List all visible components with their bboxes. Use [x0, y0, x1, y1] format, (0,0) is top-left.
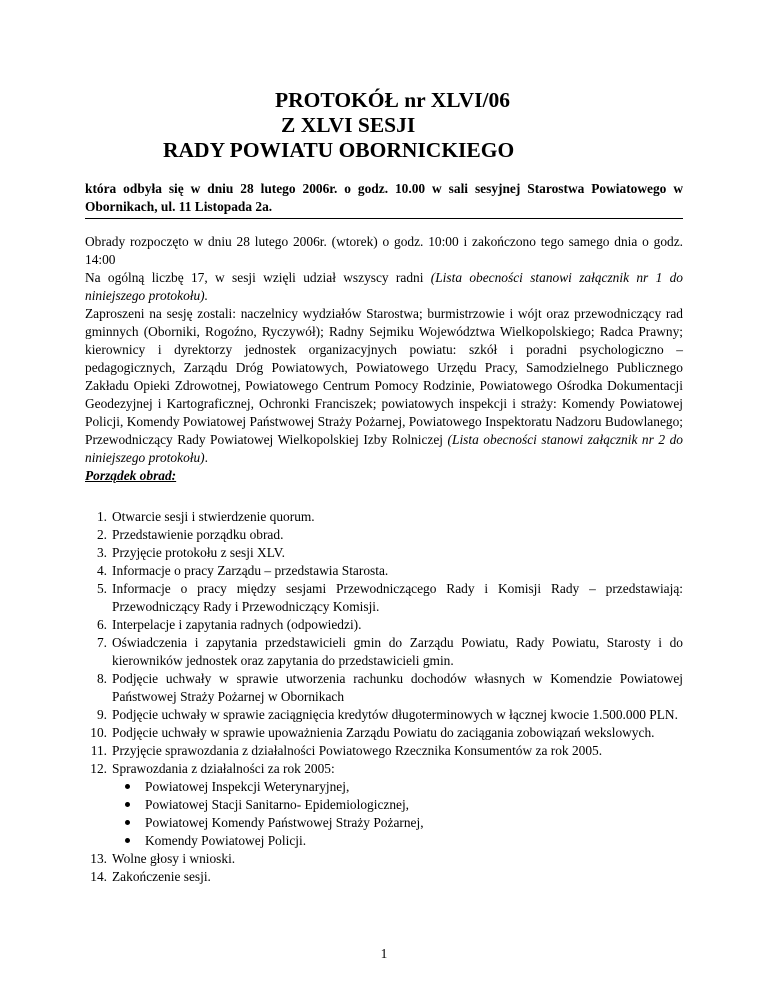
agenda-item	[85, 616, 683, 634]
bullet-dot-icon	[125, 820, 130, 825]
intro-paragraph-1: Obrady rozpoczęto w dniu 28 lutego 2006r. (wtorek) o godz. 10:00 i zakończono tego samego dnia o godz. 14:00	[85, 234, 683, 267]
agenda-item-text: Wolne głosy i wnioski.	[112, 851, 236, 866]
bullet-item	[112, 778, 683, 796]
document-title	[0, 88, 768, 163]
agenda-item-text: Sprawozdania z działalności za rok 2005:	[112, 761, 335, 776]
agenda-item-text: Podjęcie uchwały w sprawie utworzenia rachunku dochodów własnych w Komendzie Powiatowej Państwowej Straży Pożarnej w Obornikach	[112, 671, 683, 704]
reports-bullet-list	[112, 778, 683, 850]
agenda-item	[85, 508, 683, 526]
bullet-text: Komendy Powiatowej Policji.	[145, 833, 307, 848]
agenda-item-number: 1.	[96, 509, 107, 524]
agenda-item	[85, 760, 683, 850]
bullet-text: Powiatowej Stacji Sanitarno- Epidemiologicznej,	[145, 797, 410, 812]
page-number: 1	[380, 946, 388, 961]
agenda-item-number: 4.	[96, 563, 107, 578]
invited-text: Zaproszeni na sesję zostali: naczelnicy wydziałów Starostwa; burmistrzowie i wójt oraz przewodniczący rad gminnych (Oborniki, Rogoźno, Ryczywół); Radny Sejmiku Województwa Wielkopolskiego; Radca Prawny; kierownicy i dyrektorzy jednostek organizacyjnych powiatu: szkół i poradni psychologiczno – pedagogicznych, Zarządu Dróg Powiatowych, Powiatowego Urzędu Pracy, Samodzielnego Publicznego Zakładu Opieki Zdrowotnej, Powiatowego Centrum Pomocy Rodzinie, Powiatowego Ośrodka Dokumentacji Geodezyjnej i Kartograficznej, Ochronki Franciszek; powiatowych inspekcji i straży: Komendy Powiatowej Policji, Komendy Powiatowej Państwowej Straży Pożarnej, Powiatowego Inspektoratu Nadzoru Budowlanego; Przewodniczący Rady Powiatowej Wielkopolskiej Izby Rolniczej	[85, 306, 683, 447]
invited-note: (Lista obecności stanowi załącznik nr 2 do niniejszego protokołu)	[85, 432, 683, 465]
agenda-item	[85, 634, 683, 670]
agenda-item-text: Podjęcie uchwały w sprawie zaciągnięcia kredytów długoterminowych w łącznej kwocie 1.500.000 PLN.	[112, 707, 678, 722]
agenda-item-text: Otwarcie sesji i stwierdzenie quorum.	[112, 509, 315, 524]
agenda-heading-text: Porządek obrad:	[85, 468, 177, 483]
intro-paragraph-2	[85, 269, 683, 305]
attendance-text: Na ogólną liczbę 17, w sesji wzięli udział wszyscy radni	[85, 270, 431, 285]
agenda-item-text: Informacje o pracy między sesjami Przewodniczącego Rady i Komisji Rady – przedstawiają: Przewodniczący Rady i Przewodniczący Komisji.	[112, 581, 683, 614]
agenda-item-number: 10.	[90, 725, 107, 740]
agenda-item-number: 2.	[96, 527, 107, 542]
agenda-item-text: Przedstawienie porządku obrad.	[112, 527, 284, 542]
agenda-list	[85, 508, 683, 886]
agenda-item	[85, 742, 683, 760]
agenda-item-number: 8.	[96, 671, 107, 686]
agenda-heading	[85, 467, 683, 485]
bullet-item	[112, 832, 683, 850]
agenda-item	[85, 580, 683, 616]
session-subtitle: która odbyła się w dniu 28 lutego 2006r. o godz. 10.00 w sali sesyjnej Starostwa Powiatowego w Obornikach, ul. 11 Listopada 2a.	[85, 180, 683, 219]
agenda-item	[85, 544, 683, 562]
bullet-text: Powiatowej Komendy Państwowej Straży Pożarnej,	[145, 815, 424, 830]
agenda-item	[85, 562, 683, 580]
agenda-item-number: 12.	[90, 761, 107, 776]
title-line-3: RADY POWIATU OBORNICKIEGO	[163, 138, 515, 162]
agenda-item-number: 13.	[90, 851, 107, 866]
agenda-item-text: Interpelacje i zapytania radnych (odpowiedzi).	[112, 617, 362, 632]
title-line-2: Z XLVI SESJI	[281, 113, 416, 137]
intro-section	[85, 233, 683, 485]
title-line-1: PROTOKÓŁ nr XLVI/06	[275, 88, 510, 112]
agenda-item	[85, 724, 683, 742]
agenda-item-number: 3.	[96, 545, 107, 560]
agenda-item-text: Przyjęcie sprawozdania z działalności Powiatowego Rzecznika Konsumentów za rok 2005.	[112, 743, 603, 758]
agenda-item	[85, 850, 683, 868]
bullet-item	[112, 796, 683, 814]
agenda-item-number: 9.	[96, 707, 107, 722]
agenda-item-number: 14.	[90, 869, 107, 884]
agenda-item-number: 5.	[96, 581, 107, 596]
agenda-item-number: 11.	[90, 743, 107, 758]
agenda-item-text: Informacje o pracy Zarządu – przedstawia Starosta.	[112, 563, 389, 578]
agenda-item-number: 6.	[96, 617, 107, 632]
agenda-item	[85, 670, 683, 706]
agenda-item-text: Oświadczenia i zapytania przedstawicieli gmin do Zarządu Powiatu, Rady Powiatu, Starosty i do kierowników jednostek oraz zapytania do przedstawicieli gmin.	[112, 635, 683, 668]
intro-paragraph-3	[85, 305, 683, 467]
bullet-text: Powiatowej Inspekcji Weterynaryjnej,	[145, 779, 350, 794]
agenda-item	[85, 526, 683, 544]
agenda-item	[85, 868, 683, 886]
bullet-dot-icon	[125, 784, 130, 789]
bullet-item	[112, 814, 683, 832]
bullet-dot-icon	[125, 802, 130, 807]
bullet-dot-icon	[125, 838, 130, 843]
invited-end: .	[204, 450, 208, 465]
agenda-item	[85, 706, 683, 724]
agenda-item-number: 7.	[96, 635, 107, 650]
agenda-item-text: Podjęcie uchwały w sprawie upoważnienia Zarządu Powiatu do zaciągania zobowiązań wekslowych.	[112, 725, 655, 740]
attendance-note: (Lista obecności stanowi załącznik nr 1 do niniejszego protokołu).	[85, 270, 683, 303]
agenda-item-text: Przyjęcie protokołu z sesji XLV.	[112, 545, 285, 560]
agenda-item-text: Zakończenie sesji.	[112, 869, 211, 884]
